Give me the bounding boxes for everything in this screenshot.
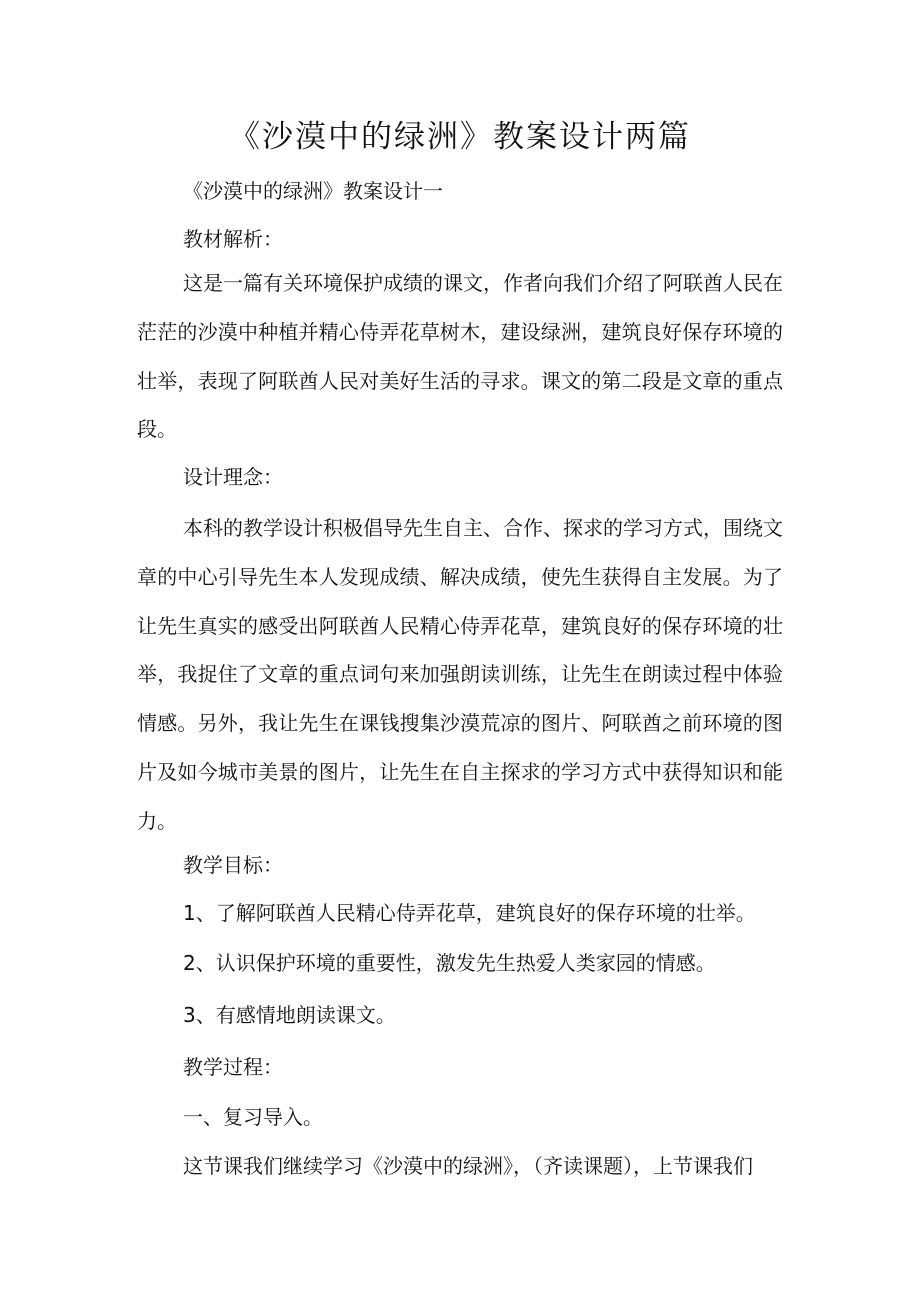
section-heading-process: 教学过程： [183,1055,283,1079]
list-item [183,1000,396,1030]
step-one-text: 这节课我们继续学习《沙漠中的绿洲》，（齐读课题），上节课我们 [183,1154,753,1178]
document-title: 《沙漠中的绿洲》教案设计两篇 [229,119,691,155]
section-heading-concept: 设计理念： [183,465,283,489]
list-item-number: 2 [183,951,196,975]
list-item-text: 、了解阿联酋人民精心侍弄花草，建筑良好的保存环境的壮举。 [195,901,756,925]
list-item-number: 3 [183,1003,196,1027]
list-item [183,948,716,978]
list-item [183,898,756,928]
subtitle: 《沙漠中的绿洲》教案设计一 [183,179,443,203]
section-heading-goals: 教学目标： [183,853,283,877]
list-item-text: 、认识保护环境的重要性，激发先生热爱人类家园的情感。 [195,951,716,975]
paragraph-analysis: 这是一篇有关环境保护成绩的课文，作者向我们介绍了阿联酋人民在茫茫的沙漠中种植并精心侍弄花草树木，建设绿洲，建筑良好保存环境的壮举，表现了阿联酋人民对美好生活的寻求。课文的第二段是文章的重点段。 [137,271,783,442]
step-one-heading: 一、复习导入。 [183,1105,323,1129]
paragraph-concept: 本科的教学设计积极倡导先生自主、合作、探求的学习方式，围绕文章的中心引导先生本人发现成绩、解决成绩，使先生获得自主发展。为了让先生真实的感受出阿联酋人民精心侍弄花草，建筑良好的保存环境的壮举，我捉住了文章的重点词句来加强朗读训练，让先生在朗读过程中体验情感。另外，我让先生在课钱搜集沙漠荒凉的图片、阿联酋之前环境的图片及如今城市美景的图片，让先生在自主探求的学习方式中获得知识和能力。 [137,516,783,833]
list-item-text: 、有感情地朗读课文。 [195,1003,396,1027]
section-heading-analysis: 教材解析： [183,227,283,251]
list-item-number: 1 [183,901,196,925]
